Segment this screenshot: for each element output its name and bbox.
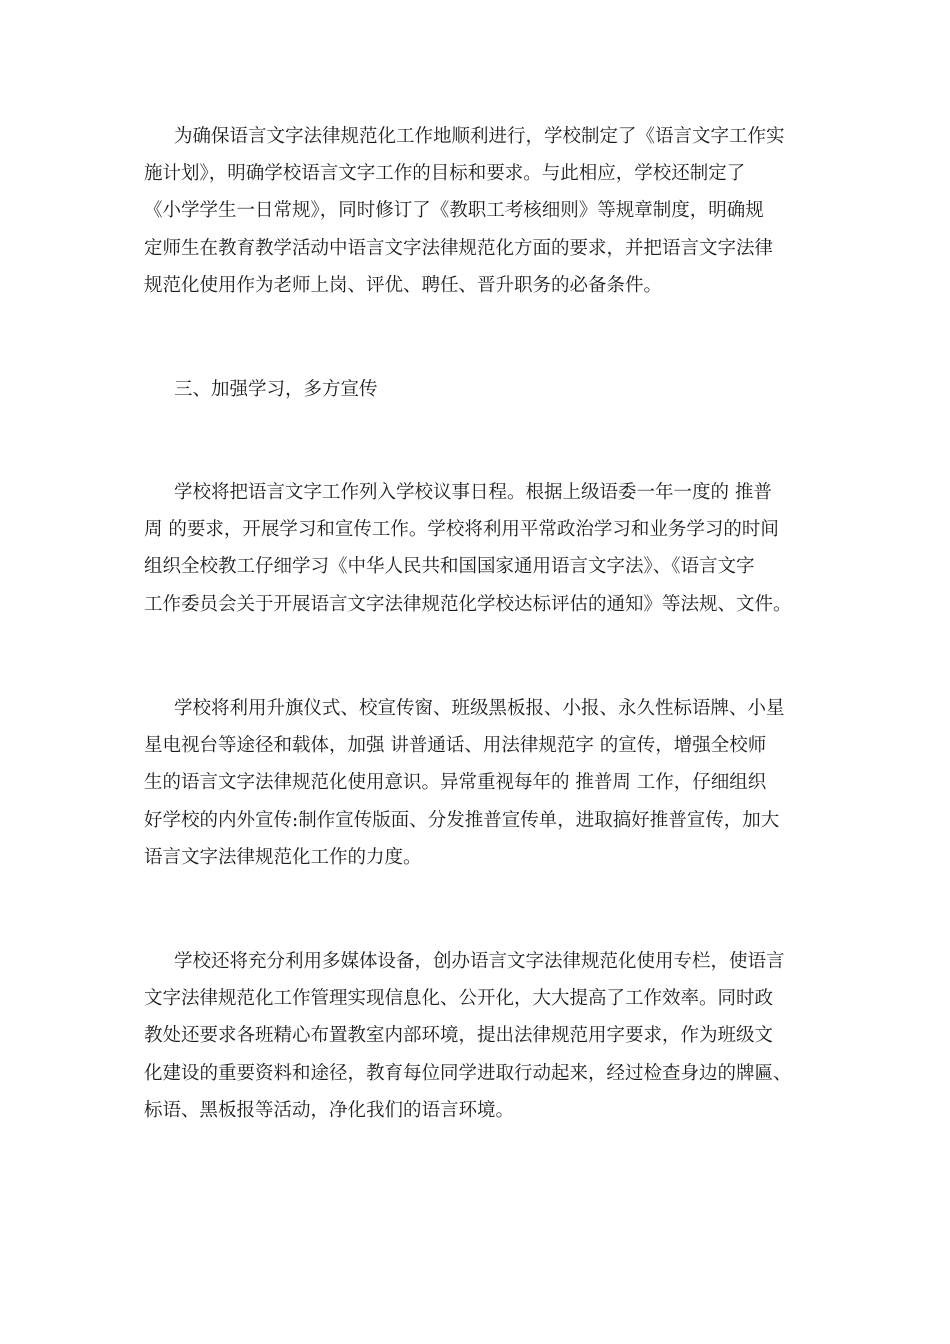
paragraph-line: 文字法律规范化工作管理实现信息化、公开化，大大提高了工作效率。同时政 <box>144 988 774 1010</box>
paragraph-2 <box>144 474 804 623</box>
paragraph-line: 生的语言文字法律规范化使用意识。异常重视每年的 推普周 工作，仔细组织 <box>144 772 767 794</box>
paragraph-line: 好学校的内外宣传:制作宣传版面、分发推普宣传单，进取搞好推普宣传，加大 <box>144 809 780 831</box>
paragraph-line: 语言文字法律规范化工作的力度。 <box>144 846 422 868</box>
paragraph-line: 学校还将充分利用多媒体设备，创办语言文字法律规范化使用专栏，使语言 <box>174 951 785 972</box>
paragraph-line: 为确保语言文字法律规范化工作地顺利进行，学校制定了《语言文字工作实 <box>174 126 785 147</box>
paragraph-line: 定师生在教育教学活动中语言文字法律规范化方面的要求，并把语言文字法律 <box>144 237 774 259</box>
paragraph-line: 周 的要求，开展学习和宣传工作。学校将利用平常政治学习和业务学习的时间 <box>144 519 779 541</box>
paragraph-3 <box>144 690 804 876</box>
paragraph-line: 工作委员会关于开展语言文字法律规范化学校达标评估的通知》等法规、文件。 <box>144 593 792 615</box>
paragraph-line: 学校将利用升旗仪式、校宣传窗、班级黑板报、小报、永久性标语牌、小星 <box>174 698 785 719</box>
paragraph-line: 化建设的重要资料和途径，教育每位同学进取行动起来，经过检查身边的牌匾、 <box>144 1062 792 1084</box>
paragraph-4 <box>144 943 804 1129</box>
section-heading: 三、加强学习，多方宣传 <box>174 379 378 400</box>
paragraph-line: 标语、黑板报等活动，净化我们的语言环境。 <box>144 1099 515 1121</box>
paragraph-line: 教处还要求各班精心布置教室内部环境，提出法律规范用字要求，作为班级文 <box>144 1025 774 1047</box>
paragraph-line: 规范化使用作为老师上岗、评优、聘任、晋升职务的必备条件。 <box>144 274 663 296</box>
paragraph-line: 组织全校教工仔细学习《中华人民共和国国家通用语言文字法》、《语言文字 <box>144 556 755 578</box>
paragraph-line: 学校将把语言文字工作列入学校议事日程。根据上级语委一年一度的 推普 <box>174 482 772 503</box>
paragraph-line: 星电视台等途径和载体，加强 讲普通话、用法律规范字 的宣传，增强全校师 <box>144 735 767 757</box>
paragraph-line: 《小学学生一日常规》，同时修订了《教职工考核细则》等规章制度，明确规 <box>144 200 764 222</box>
paragraph-line: 施计划》，明确学校语言文字工作的目标和要求。与此相应，学校还制定了 <box>144 163 746 185</box>
paragraph-1 <box>144 118 804 304</box>
